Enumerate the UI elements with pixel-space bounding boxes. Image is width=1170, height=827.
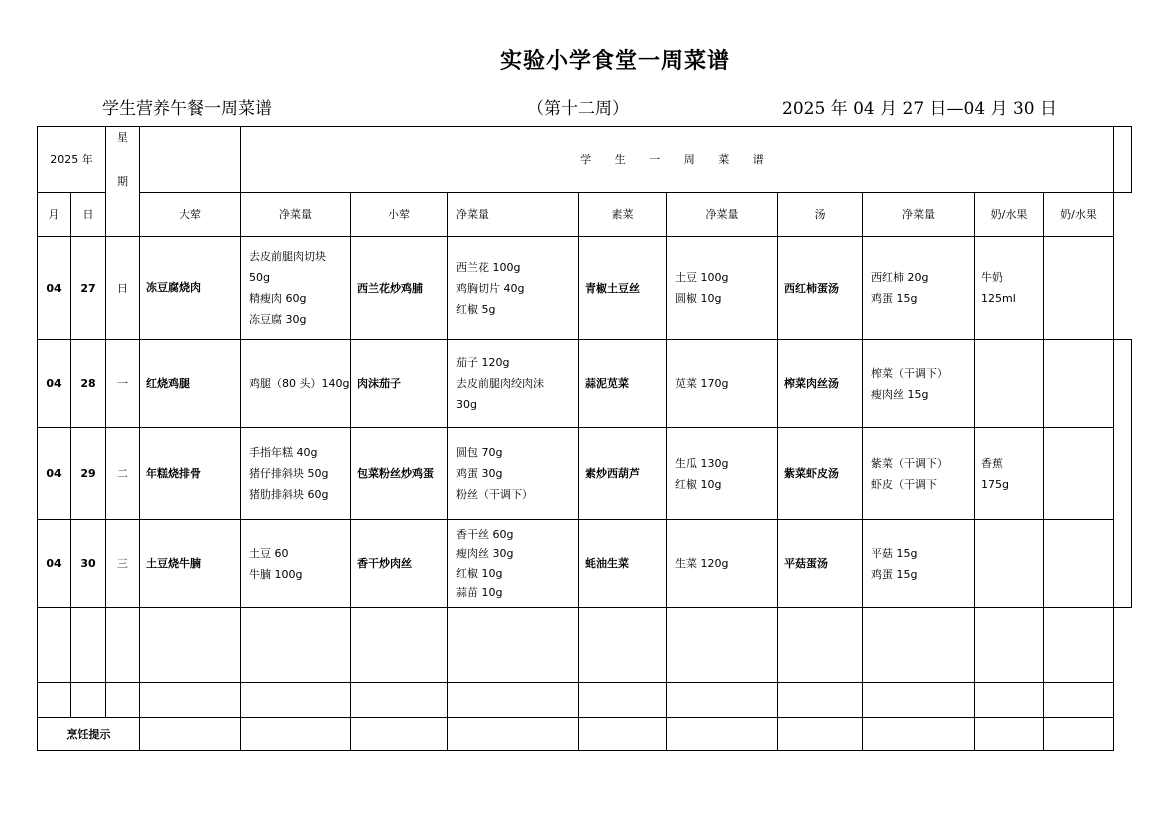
empty-cell [106, 608, 140, 683]
ingredient-line: 榨菜（干调下） [871, 366, 948, 380]
soup-dish: 紫菜虾皮汤 [778, 428, 863, 520]
main-dish: 土豆烧牛腩 [140, 520, 241, 608]
empty-cell [863, 718, 975, 751]
row-weekday: 一 [106, 340, 140, 428]
subtitle-date-range: 2025 年 04 月 27 日—04 月 30 日 [782, 99, 1058, 119]
milk-fruit-cell [975, 237, 1044, 340]
ingredient-line: 冻豆腐 30g [249, 313, 307, 326]
weekday-header [106, 127, 140, 237]
month-header: 月 [38, 193, 71, 237]
ingredient-line: 平菇 15g [871, 546, 918, 560]
net-weight-header-3: 净菜量 [667, 193, 778, 237]
main-dish-ingredients [241, 237, 351, 340]
empty-cell [778, 683, 863, 718]
ingredient-line: 红椒 10g [675, 477, 722, 491]
empty-cell [778, 608, 863, 683]
soup-dish: 西红柿蛋汤 [778, 237, 863, 340]
small-meat-ingredients [448, 237, 579, 340]
ingredient-line: 30g [456, 398, 477, 411]
empty-cell [38, 683, 71, 718]
fruit-line: 香蕉 [981, 456, 1003, 470]
small-meat-ingredients [448, 428, 579, 520]
milk-fruit-cell [975, 340, 1044, 428]
ingredient-line: 茄子 120g [456, 356, 510, 369]
ingredient-line: 西兰花 100g [456, 260, 521, 274]
ingredient-line: 猪肋排斜块 60g [249, 488, 329, 501]
milk-fruit-cell [975, 428, 1044, 520]
ingredient-line: 瘦肉丝 15g [871, 387, 929, 401]
net-weight-header-1: 净菜量 [241, 193, 351, 237]
milk-fruit-cell-2 [1044, 520, 1114, 608]
net-weight-header-2: 净菜量 [448, 193, 579, 237]
blank-header-cell [140, 127, 241, 193]
vegetable-dish: 蚝油生菜 [579, 520, 667, 608]
vegetable-dish: 青椒土豆丝 [579, 237, 667, 340]
milk-fruit-header-1: 奶/水果 [975, 193, 1044, 237]
menu-table [37, 126, 1114, 751]
row-day: 27 [71, 237, 106, 340]
page-title: 实验小学食堂一周菜谱 [499, 48, 730, 74]
ingredient-line: 鸡腿（80 头）140g [249, 377, 350, 390]
ingredient-line: 猪仔排斜块 50g [249, 467, 329, 480]
ingredient-line: 虾皮（干调下 [871, 477, 937, 491]
soup-ingredients [863, 237, 975, 340]
header-row-columns [38, 193, 1114, 237]
ingredient-line: 圆包 70g [456, 446, 503, 459]
year-header: 2025 年 [38, 127, 106, 193]
vegetable-header: 素菜 [579, 193, 667, 237]
week-menu-title: 学 生 一 周 菜 谱 [241, 127, 1114, 193]
empty-cell [667, 718, 778, 751]
weekday-header-top: 星 [117, 131, 128, 144]
main-dish: 年糕烧排骨 [140, 428, 241, 520]
empty-cell [1044, 683, 1114, 718]
empty-cell [448, 718, 579, 751]
empty-cell [579, 683, 667, 718]
ingredient-line: 牛腩 100g [249, 567, 303, 581]
soup-ingredients [863, 520, 975, 608]
menu-row-0428 [38, 340, 1114, 428]
empty-cell [71, 608, 106, 683]
soup-dish: 榨菜肉丝汤 [778, 340, 863, 428]
cooking-tips-row [38, 718, 1114, 751]
weekday-header-bottom: 期 [117, 175, 128, 188]
small-meat-ingredients [448, 340, 579, 428]
ingredient-line: 去皮前腿肉切块 [249, 250, 326, 263]
empty-cell [351, 718, 448, 751]
row-month: 04 [38, 340, 71, 428]
header-extension [1113, 126, 1132, 193]
row-extension [1113, 339, 1132, 608]
empty-cell [241, 718, 351, 751]
ingredient-line: 鸡胸切片 40g [456, 281, 525, 295]
subtitle-week: （第十二周） [527, 99, 629, 119]
empty-cell [975, 683, 1044, 718]
empty-cell [1044, 608, 1114, 683]
menu-row-0429 [38, 428, 1114, 520]
empty-cell [975, 718, 1044, 751]
ingredient-line: 圆椒 10g [675, 292, 722, 305]
small-meat-dish: 包菜粉丝炒鸡蛋 [351, 428, 448, 520]
ingredient-line: 香干丝 60g [456, 527, 514, 541]
small-meat-ingredients [448, 520, 579, 608]
milk-fruit-cell-2 [1044, 340, 1114, 428]
empty-cell [241, 683, 351, 718]
empty-cell [863, 683, 975, 718]
ingredient-line: 生菜 120g [675, 557, 729, 570]
ingredient-line: 50g [249, 271, 270, 284]
main-dish-ingredients [241, 340, 351, 428]
empty-cell [667, 608, 778, 683]
ingredient-line: 苋菜 170g [675, 377, 729, 390]
empty-cell [1044, 718, 1114, 751]
empty-cell [351, 608, 448, 683]
fruit-line: 175g [981, 477, 1009, 491]
vegetable-ingredients [667, 340, 778, 428]
empty-cell [351, 683, 448, 718]
row-weekday: 二 [106, 428, 140, 520]
milk-fruit-header-2: 奶/水果 [1044, 193, 1114, 237]
empty-cell [448, 683, 579, 718]
row-day: 28 [71, 340, 106, 428]
ingredient-line: 鸡蛋 15g [871, 292, 918, 305]
empty-cell [140, 718, 241, 751]
fruit-line: 125ml [981, 292, 1016, 305]
small-meat-dish: 肉沫茄子 [351, 340, 448, 428]
main-dish-header: 大荤 [140, 193, 241, 237]
soup-dish: 平菇蛋汤 [778, 520, 863, 608]
ingredient-line: 土豆 100g [675, 271, 729, 284]
ingredient-line: 粉丝（干调下） [456, 488, 533, 501]
ingredient-line: 土豆 60 [249, 546, 289, 560]
vegetable-dish: 蒜泥苋菜 [579, 340, 667, 428]
net-weight-header-4: 净菜量 [863, 193, 975, 237]
ingredient-line: 去皮前腿肉绞肉沫 [456, 377, 544, 390]
small-meat-dish: 西兰花炒鸡脯 [351, 237, 448, 340]
empty-cell [579, 718, 667, 751]
ingredient-line: 鸡蛋 15g [871, 567, 918, 581]
empty-cell [106, 683, 140, 718]
small-meat-header: 小荤 [351, 193, 448, 237]
empty-cell [140, 683, 241, 718]
ingredient-line: 红椒 10g [456, 566, 503, 580]
fruit-line: 牛奶 [981, 271, 1003, 284]
row-day: 30 [71, 520, 106, 608]
small-meat-dish: 香干炒肉丝 [351, 520, 448, 608]
ingredient-line: 手指年糕 40g [249, 446, 318, 459]
empty-cell [241, 608, 351, 683]
ingredient-line: 精瘦肉 60g [249, 292, 307, 305]
ingredient-line: 瘦肉丝 30g [456, 547, 514, 560]
ingredient-line: 西红柿 20g [871, 271, 929, 284]
milk-fruit-cell-2 [1044, 237, 1114, 340]
ingredient-line: 紫菜（干调下） [871, 456, 948, 470]
row-weekday: 三 [106, 520, 140, 608]
vegetable-ingredients [667, 428, 778, 520]
vegetable-ingredients [667, 237, 778, 340]
main-dish: 红烧鸡腿 [140, 340, 241, 428]
ingredient-line: 鸡蛋 30g [456, 467, 503, 480]
cooking-tips-label: 烹饪提示 [38, 718, 140, 751]
milk-fruit-cell [975, 520, 1044, 608]
milk-fruit-cell-2 [1044, 428, 1114, 520]
ingredient-line: 生瓜 130g [675, 456, 729, 470]
subtitle-menu-type: 学生营养午餐一周菜谱 [102, 99, 272, 119]
empty-cell [579, 608, 667, 683]
empty-row-2 [38, 683, 1114, 718]
vegetable-ingredients [667, 520, 778, 608]
menu-row-0430 [38, 520, 1114, 608]
empty-cell [778, 718, 863, 751]
empty-cell [863, 608, 975, 683]
row-weekday: 日 [106, 237, 140, 340]
menu-row-0427 [38, 237, 1114, 340]
main-dish-ingredients [241, 520, 351, 608]
row-month: 04 [38, 428, 71, 520]
row-month: 04 [38, 520, 71, 608]
row-month: 04 [38, 237, 71, 340]
empty-cell [71, 683, 106, 718]
vegetable-dish: 素炒西葫芦 [579, 428, 667, 520]
soup-header: 汤 [778, 193, 863, 237]
header-row-top [38, 127, 1114, 193]
main-dish-ingredients [241, 428, 351, 520]
empty-cell [140, 608, 241, 683]
soup-ingredients [863, 428, 975, 520]
row-day: 29 [71, 428, 106, 520]
ingredient-line: 红椒 5g [456, 302, 496, 316]
main-dish: 冻豆腐烧肉 [140, 237, 241, 340]
day-header: 日 [71, 193, 106, 237]
empty-cell [38, 608, 71, 683]
empty-cell [975, 608, 1044, 683]
ingredient-line: 蒜苗 10g [456, 586, 503, 599]
empty-cell [448, 608, 579, 683]
soup-ingredients [863, 340, 975, 428]
empty-cell [667, 683, 778, 718]
empty-row-1 [38, 608, 1114, 683]
